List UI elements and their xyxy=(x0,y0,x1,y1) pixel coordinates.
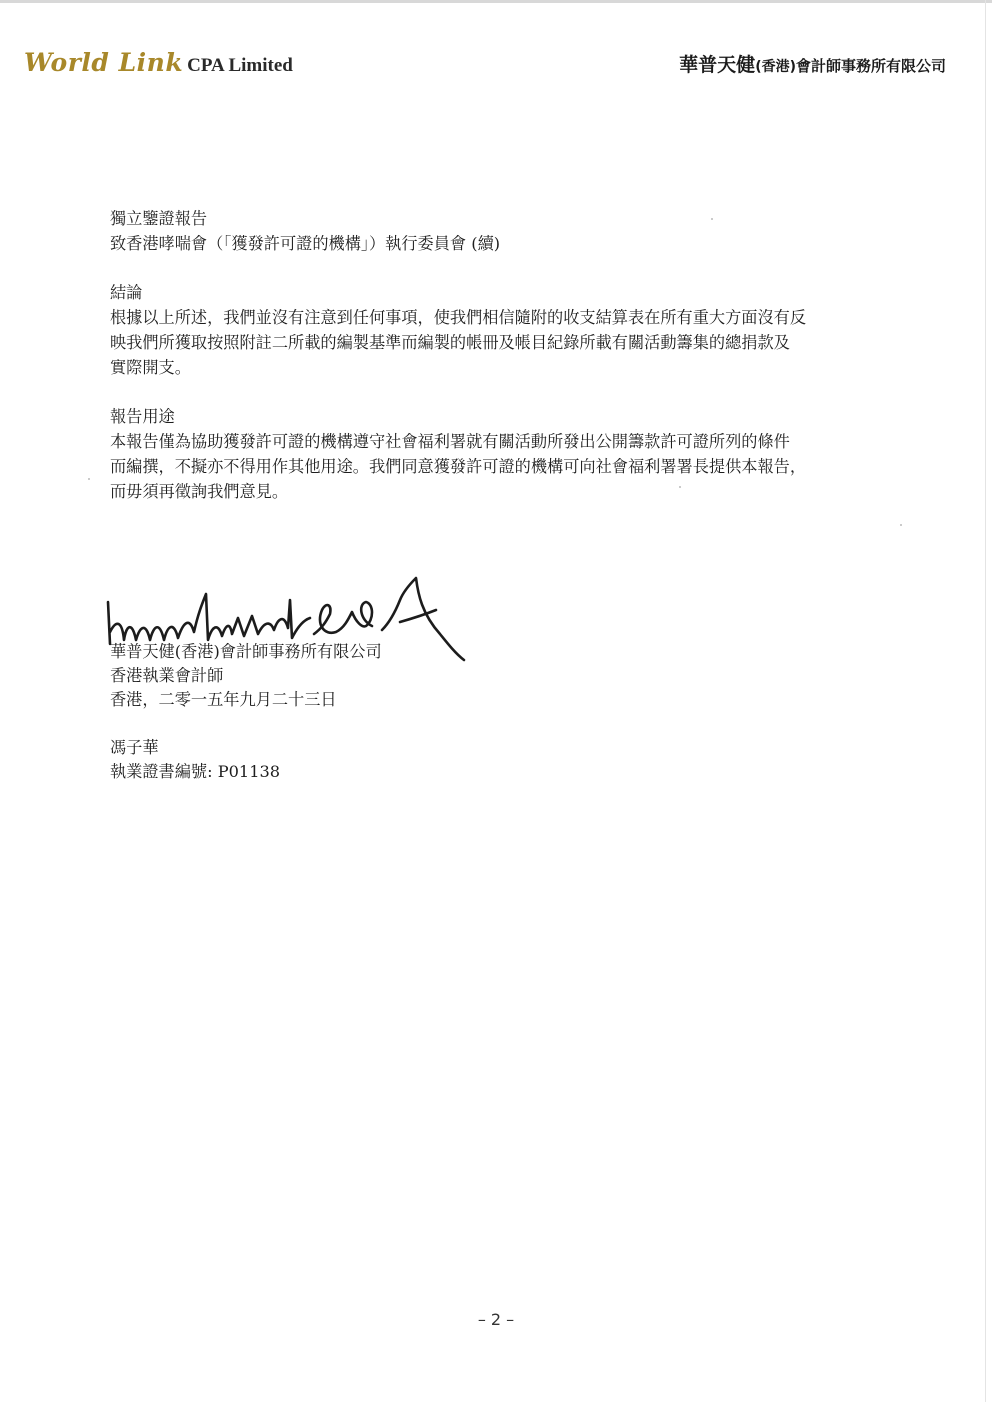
usage-line-2: 而編撰，不擬亦不得用作其他用途。我們同意獲發許可證的機構可向社會福利署署長提供本報告， xyxy=(110,457,807,476)
top-scan-edge xyxy=(0,0,992,3)
logo-cpa-limited: CPA Limited xyxy=(187,55,293,76)
spacer xyxy=(110,712,382,736)
conclusion-line-1: 根據以上所述，我們並沒有注意到任何事項，使我們相信隨附的收支結算表在所有重大方面沒有反 xyxy=(110,308,807,327)
practising-certificate-number: 執業證書編號: P01138 xyxy=(110,762,281,781)
scan-speck xyxy=(679,486,681,488)
signing-firm-name: 華普天健(香港)會計師事務所有限公司 xyxy=(110,642,382,661)
usage-line-1: 本報告僅為協助獲發許可證的機構遵守社會福利署就有關活動所發出公開籌款許可證所列的條件 xyxy=(110,432,790,451)
signature-block xyxy=(110,640,382,784)
scan-speck xyxy=(900,524,902,526)
logo-script-text: World Link xyxy=(24,48,184,77)
signing-firm-title: 香港執業會計師 xyxy=(110,666,224,685)
signing-date: 香港，二零一五年九月二十三日 xyxy=(110,690,337,709)
firm-name-chinese xyxy=(679,50,946,77)
firm-name-suffix: 會計師事務所有限公司 xyxy=(795,57,946,75)
company-logo xyxy=(24,48,293,77)
report-body xyxy=(110,206,898,504)
page-number: – 2 – xyxy=(477,1310,515,1329)
conclusion-heading: 結論 xyxy=(110,283,143,302)
scan-speck xyxy=(88,478,90,480)
conclusion-line-3: 實際開支。 xyxy=(110,358,191,377)
firm-name-region: (香港) xyxy=(755,59,796,75)
spacer xyxy=(110,256,898,280)
conclusion-line-2: 映我們所獲取按照附註二所載的編製基準而編製的帳冊及帳目紀錄所載有關活動籌集的總捐款及 xyxy=(110,333,790,352)
partner-name: 馮子華 xyxy=(110,738,159,757)
scan-speck xyxy=(711,218,713,220)
report-addressee: 致香港哮喘會（「獲發許可證的機構」）執行委員會 (續) xyxy=(110,234,501,253)
report-title: 獨立鑒證報告 xyxy=(110,209,208,228)
usage-heading: 報告用途 xyxy=(110,407,175,426)
spacer xyxy=(110,380,898,404)
firm-name-main: 華普天健 xyxy=(679,54,756,76)
usage-line-3: 而毋須再徵詢我們意見。 xyxy=(110,482,289,501)
right-scan-edge xyxy=(985,0,986,1402)
